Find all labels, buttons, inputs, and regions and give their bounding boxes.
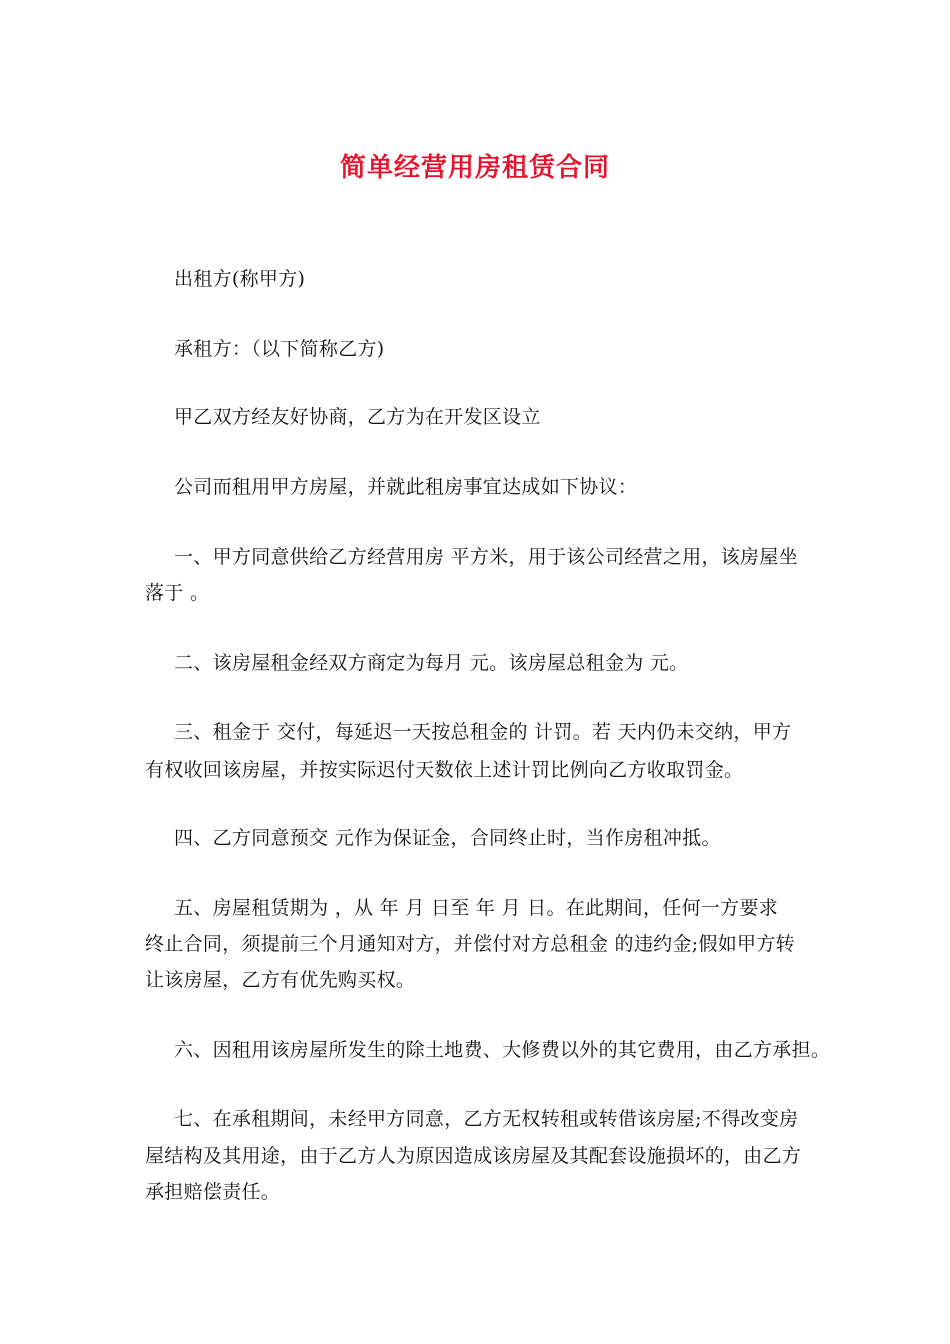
- clause-7-line-3: 承担赔偿责任。: [145, 1181, 281, 1203]
- document-title: 简单经营用房租赁合同: [339, 153, 610, 183]
- clause-5-line-2: 终止合同，须提前三个月通知对方，并偿付对方总租金 的违约金;假如甲方转: [145, 933, 795, 955]
- preamble-line-2: 公司而租用甲方房屋，并就此租房事宜达成如下协议：: [174, 476, 638, 498]
- party-a-line: 出租方(称甲方): [174, 268, 306, 290]
- clause-2-line-1: 二、该房屋租金经双方商定为每月 元。该房屋总租金为 元。: [174, 652, 689, 674]
- clause-1-line-2: 落于 。: [145, 582, 210, 604]
- clause-7-line-2: 屋结构及其用途，由于乙方人为原因造成该房屋及其配套设施损坏的，由乙方: [145, 1145, 802, 1167]
- party-b-line: 承租方：（以下简称乙方): [174, 338, 385, 360]
- clause-5-line-1: 五、房屋租赁期为 ，从 年 月 日至 年 月 日。在此期间，任何一方要求: [174, 897, 779, 919]
- clause-3-line-1: 三、租金于 交付，每延迟一天按总租金的 计罚。若 天内仍未交纳，甲方: [174, 721, 792, 743]
- preamble-line-1: 甲乙双方经友好协商，乙方为在开发区设立: [174, 406, 541, 428]
- clause-1-line-1: 一、甲方同意供给乙方经营用房 平方米，用于该公司经营之用，该房屋坐: [174, 546, 798, 568]
- clause-6-line-1: 六、因租用该房屋所发生的除土地费、大修费以外的其它费用，由乙方承担。: [174, 1039, 831, 1061]
- clause-3-line-2: 有权收回该房屋，并按实际迟付天数依上述计罚比例向乙方收取罚金。: [145, 759, 744, 781]
- clause-5-line-3: 让该房屋，乙方有优先购买权。: [145, 969, 416, 991]
- clause-7-line-1: 七、在承租期间，未经甲方同意，乙方无权转租或转借该房屋;不得改变房: [174, 1108, 799, 1130]
- clause-4-line-1: 四、乙方同意预交 元作为保证金，合同终止时，当作房租冲抵。: [174, 827, 721, 849]
